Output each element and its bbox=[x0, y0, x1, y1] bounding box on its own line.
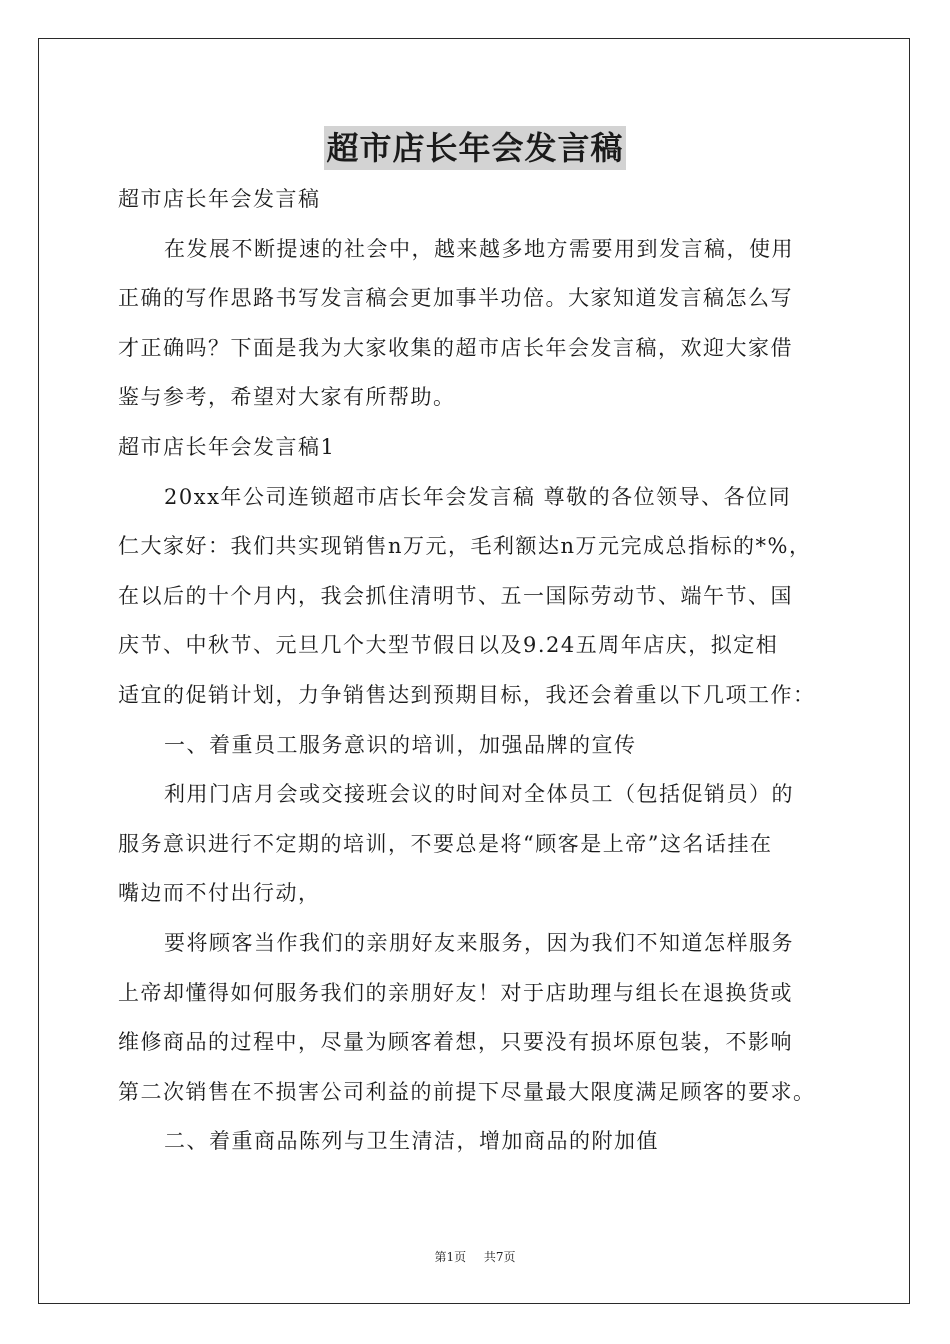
text-line: 利用门店月会或交接班会议的时间对全体员工（包括促销员）的 bbox=[164, 782, 794, 807]
text-line: 超市店长年会发言稿 bbox=[118, 187, 321, 211]
text-line: 嘴边而不付出行动， bbox=[118, 881, 321, 906]
text-line: 鉴与参考，希望对大家有所帮助。 bbox=[118, 385, 456, 410]
text-line: 仁大家好：我们共实现销售n万元，毛利额达n万元完成总指标的*%， bbox=[118, 534, 812, 559]
page-total: 共7页 bbox=[483, 1250, 516, 1264]
document-title bbox=[0, 126, 950, 170]
text-line: 服务意识进行不定期的培训，不要总是将“顾客是上帝”这名话挂在 bbox=[118, 831, 773, 856]
text-line: 正确的写作思路书写发言稿会更加事半功倍。大家知道发言稿怎么写 bbox=[118, 286, 793, 311]
text-line: 在发展不断提速的社会中，越来越多地方需要用到发言稿，使用 bbox=[164, 236, 794, 261]
text-line: 第二次销售在不损害公司利益的前提下尽量最大限度满足顾客的要求。 bbox=[118, 1079, 816, 1104]
text-line: 在以后的十个月内，我会抓住清明节、五一国际劳动节、端午节、国 bbox=[118, 583, 793, 608]
document-body bbox=[118, 175, 836, 1167]
page-number: 第1页 bbox=[434, 1250, 467, 1264]
text-line: 一、着重员工服务意识的培训，加强品牌的宣传 bbox=[164, 732, 637, 757]
page-footer bbox=[0, 1248, 950, 1265]
text-line: 超市店长年会发言稿1 bbox=[118, 434, 336, 459]
text-line: 才正确吗？下面是我为大家收集的超市店长年会发言稿，欢迎大家借 bbox=[118, 335, 793, 360]
text-line: 庆节、中秋节、元旦几个大型节假日以及9.24五周年店庆，拟定相 bbox=[118, 633, 779, 658]
text-line: 要将顾客当作我们的亲朋好友来服务，因为我们不知道怎样服务 bbox=[164, 930, 794, 955]
text-line: 二、着重商品陈列与卫生清洁，增加商品的附加值 bbox=[164, 1129, 659, 1154]
text-line: 上帝却懂得如何服务我们的亲朋好友！对于店助理与组长在退换货或 bbox=[118, 980, 793, 1005]
text-line: 20xx年公司连锁超市店长年会发言稿 尊敬的各位领导、各位同 bbox=[164, 484, 792, 509]
document-title-text: 超市店长年会发言稿 bbox=[324, 126, 625, 170]
text-line: 适宜的促销计划，力争销售达到预期目标，我还会着重以下几项工作： bbox=[118, 682, 816, 707]
text-line: 维修商品的过程中，尽量为顾客着想，只要没有损坏原包装，不影响 bbox=[118, 1030, 793, 1055]
